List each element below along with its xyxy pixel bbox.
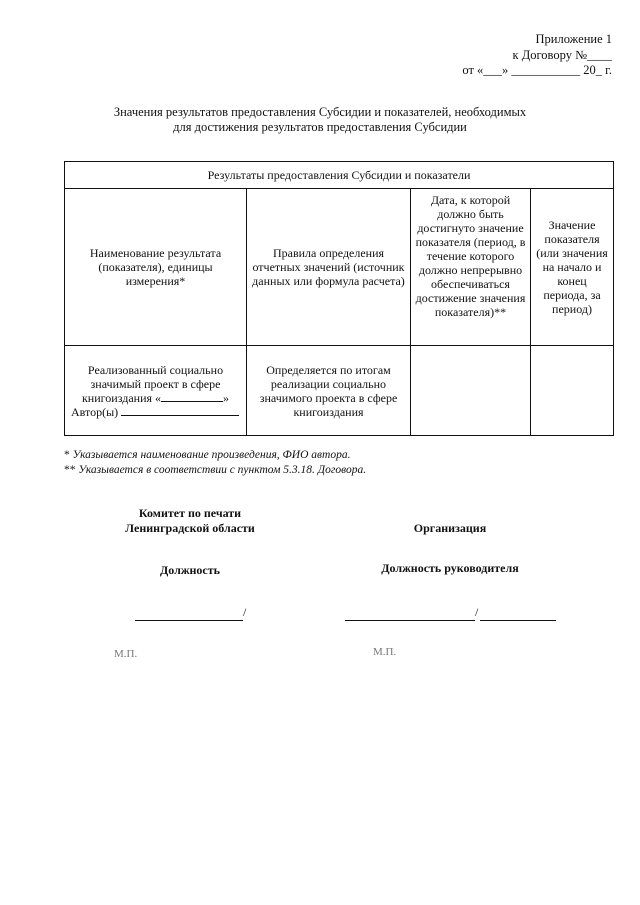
- right-name-blank: [480, 604, 556, 621]
- right-organization: Организация: [413, 521, 487, 535]
- annex-header: [462, 32, 612, 79]
- cell-rule: Определяется по итогам реализации социально значимого проекта в сфере книгоиздания: [247, 346, 411, 436]
- right-signature-slash: /: [475, 605, 479, 619]
- left-position: Должность: [159, 563, 220, 577]
- left-signature-slash: /: [243, 605, 247, 619]
- left-org-line-2: Ленинградской области: [125, 521, 255, 535]
- annex-contract-date: от «___» ___________ 20_ г.: [462, 63, 612, 77]
- results-table: [64, 161, 614, 436]
- footnote-2-mark: **: [64, 464, 76, 476]
- cell-date: [411, 346, 531, 436]
- left-signature-blank: [135, 604, 243, 621]
- annex-contract-ref: к Договору №____: [512, 47, 612, 62]
- table-row: [65, 346, 614, 436]
- table-header: Результаты предоставления Субсидии и показатели: [65, 162, 614, 189]
- column-date: Дата, к которой должно быть достигнуто значение показателя (период, в течение которого должно непрерывно обеспечиваться достижение значения показателя)**: [411, 189, 531, 346]
- footnote-1-mark: *: [64, 449, 70, 461]
- cell-result-name: [65, 346, 247, 436]
- annex-number: Приложение 1: [535, 32, 612, 46]
- table-column-headers: [65, 189, 614, 346]
- column-rules: Правила определения отчетных значений (источник данных или формула расчета): [247, 189, 411, 346]
- column-name: Наименование результата (показателя), единицы измерения*: [65, 189, 247, 346]
- cell-value: [531, 346, 614, 436]
- left-signature-line: [135, 604, 243, 621]
- footnote-1-text: Указывается наименование произведения, ФИО автора.: [72, 449, 351, 461]
- title-blank: [161, 401, 223, 402]
- document-title: [0, 105, 640, 135]
- left-stamp: М.П.: [114, 648, 138, 660]
- author-label: Автор(ы): [71, 405, 119, 419]
- right-signature-line-a: [345, 604, 475, 621]
- footnote-1: [64, 448, 366, 463]
- footnotes: [64, 448, 366, 478]
- title-line-2: для достижения результатов предоставления Субсидии: [173, 120, 467, 134]
- right-stamp: М.П.: [373, 646, 397, 658]
- column-value: Значение показателя (или значения на начало и конец периода, за период): [531, 189, 614, 346]
- author-line: [69, 405, 242, 419]
- left-org-line-1: Комитет по печати: [138, 506, 242, 520]
- footnote-2-text: Указывается в соответствии с пунктом 5.3.18. Договора.: [78, 464, 367, 476]
- right-signature-line-b: [480, 604, 556, 621]
- result-name-close: »: [223, 391, 230, 405]
- left-organization: [100, 506, 280, 536]
- title-line-1: Значения результатов предоставления Субсидии и показателей, необходимых: [113, 105, 527, 119]
- footnote-2: [64, 463, 366, 478]
- author-blank: [121, 415, 239, 416]
- right-position: Должность руководителя: [381, 561, 519, 575]
- right-signature-blank: [345, 604, 475, 621]
- result-name-text: Реализованный социально значимый проект в сфере книгоиздания «: [81, 363, 224, 405]
- table-header-row: [65, 162, 614, 189]
